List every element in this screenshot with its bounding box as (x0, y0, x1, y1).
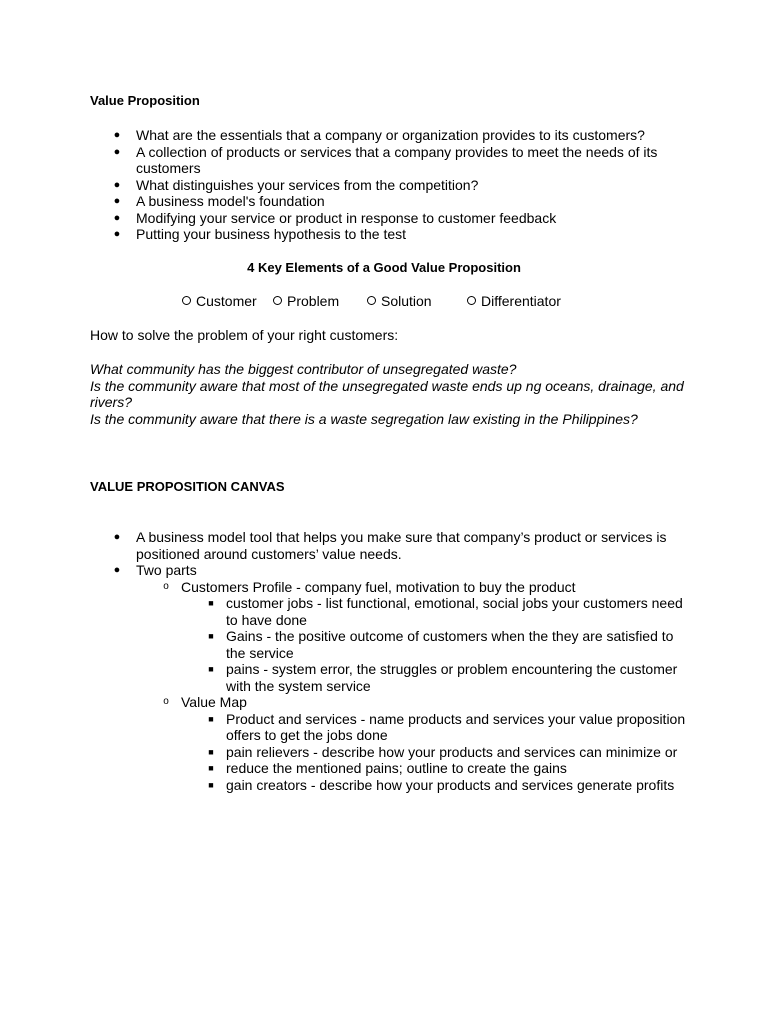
bullet-marker: ● (113, 228, 121, 240)
bullet-marker: ● (113, 178, 121, 191)
list-item: ■ pains - system error, the struggles or problem encountering the customer with the system service (226, 661, 686, 694)
square-bullet-marker: ■ (208, 763, 214, 773)
section-title-canvas: VALUE PROPOSITION CANVAS (90, 479, 285, 494)
section-title-value-proposition: Value Proposition (90, 93, 200, 108)
key-element-problem: Problem (273, 293, 339, 310)
square-bullet-marker: ■ (208, 631, 214, 641)
bullet-marker: ● (113, 195, 121, 207)
circle-icon (467, 296, 476, 305)
list-item: ● Modifying your service or product in response to customer feedback (136, 210, 686, 227)
circle-icon (273, 296, 282, 305)
key-element-solution: Solution (367, 293, 432, 310)
list-item: ● What distinguishes your services from the competition? (136, 177, 686, 194)
bullet-marker: ● (113, 211, 121, 224)
circle-bullet-marker: o (163, 580, 169, 592)
square-bullet-marker: ■ (208, 713, 214, 724)
value-proposition-list (113, 127, 686, 243)
canvas-list (113, 529, 686, 793)
bullet-marker: ● (113, 531, 121, 543)
bullet-marker: ● (113, 145, 121, 158)
solve-question-1: What community has the biggest contributor of unsegregated waste? (90, 361, 517, 377)
key-element-differentiator: Differentiator (467, 293, 561, 310)
bullet-marker: ● (113, 564, 121, 576)
key-elements-title: 4 Key Elements of a Good Value Proposition (247, 260, 521, 275)
list-item: ■ gain creators - describe how your products and services generate profits (226, 777, 686, 794)
list-item: ● A business model tool that helps you make sure that company’s product or services is positioned around customers’ value needs. (136, 529, 686, 562)
list-item: o Customers Profile - company fuel, motivation to buy the product ■ customer jobs - list functional, emotional, social jobs your customers need to have done ■ Gains - the positive outcome of customers when the they are satisfied to the service ■ pains - system error, the struggles or problem encountering the customer with the system service (181, 579, 686, 695)
list-item: ● A collection of products or services that a company provides to meet the needs of its customers (136, 144, 686, 177)
circle-icon (182, 296, 191, 305)
list-item: ■ pain relievers - describe how your products and services can minimize or (226, 744, 686, 761)
list-item: o Value Map ■ Product and services - name products and services your value proposition offers to get the jobs done ■ pain relievers - describe how your products and services can minimize or ■ reduce the mentioned pains; outline to create the gains ■ gain creators - describe how your products and services generate profits (181, 694, 686, 793)
solve-question-3: Is the community aware that there is a waste segregation law existing in the Philippines? (90, 410, 638, 427)
list-item: ■ Gains - the positive outcome of customers when the they are satisfied to the service (226, 628, 686, 661)
circle-bullet-marker: o (163, 696, 169, 707)
solve-question-2: Is the community aware that most of the unsegregated waste ends up ng oceans, drainage, and rivers? (90, 377, 684, 410)
list-item: ● Two parts o Customers Profile - company fuel, motivation to buy the product ■ customer jobs - list functional, emotional, social jobs your customers need to have done ■ Gains - the positive outcome of customers when the they are satisfied to the service ■ pains - system error, the struggles or problem encountering the customer with the system service o Value Map ■ Product and services - name products and services your value proposition offers to get the jobs done ■ pain relievers - describe how your products and services can minimize or ■ reduce the mentioned pains; outline to create the gains ■ gain creators - describe how your products and services generate profits (136, 562, 686, 793)
customer-profile-list (181, 595, 686, 694)
key-elements-row (0, 293, 768, 311)
list-item: ■ reduce the mentioned pains; outline to create the gains (226, 760, 686, 777)
key-element-customer: Customer (182, 293, 257, 310)
list-item: ● What are the essentials that a company or organization provides to its customers? (136, 127, 686, 144)
square-bullet-marker: ■ (208, 664, 214, 674)
square-bullet-marker: ■ (208, 746, 214, 757)
bullet-marker: ● (113, 129, 121, 141)
value-map-list (181, 711, 686, 794)
list-item: ● Putting your business hypothesis to the test (136, 226, 686, 243)
solve-intro: How to solve the problem of your right customers: (90, 327, 399, 343)
two-parts-list (136, 579, 686, 794)
square-bullet-marker: ■ (208, 779, 214, 790)
list-item: ● A business model's foundation (136, 193, 686, 210)
list-item: ■ Product and services - name products and services your value proposition offers to get the jobs done (226, 711, 686, 744)
list-item: ■ customer jobs - list functional, emotional, social jobs your customers need to have done (226, 595, 686, 628)
square-bullet-marker: ■ (208, 598, 214, 608)
circle-icon (367, 296, 376, 305)
